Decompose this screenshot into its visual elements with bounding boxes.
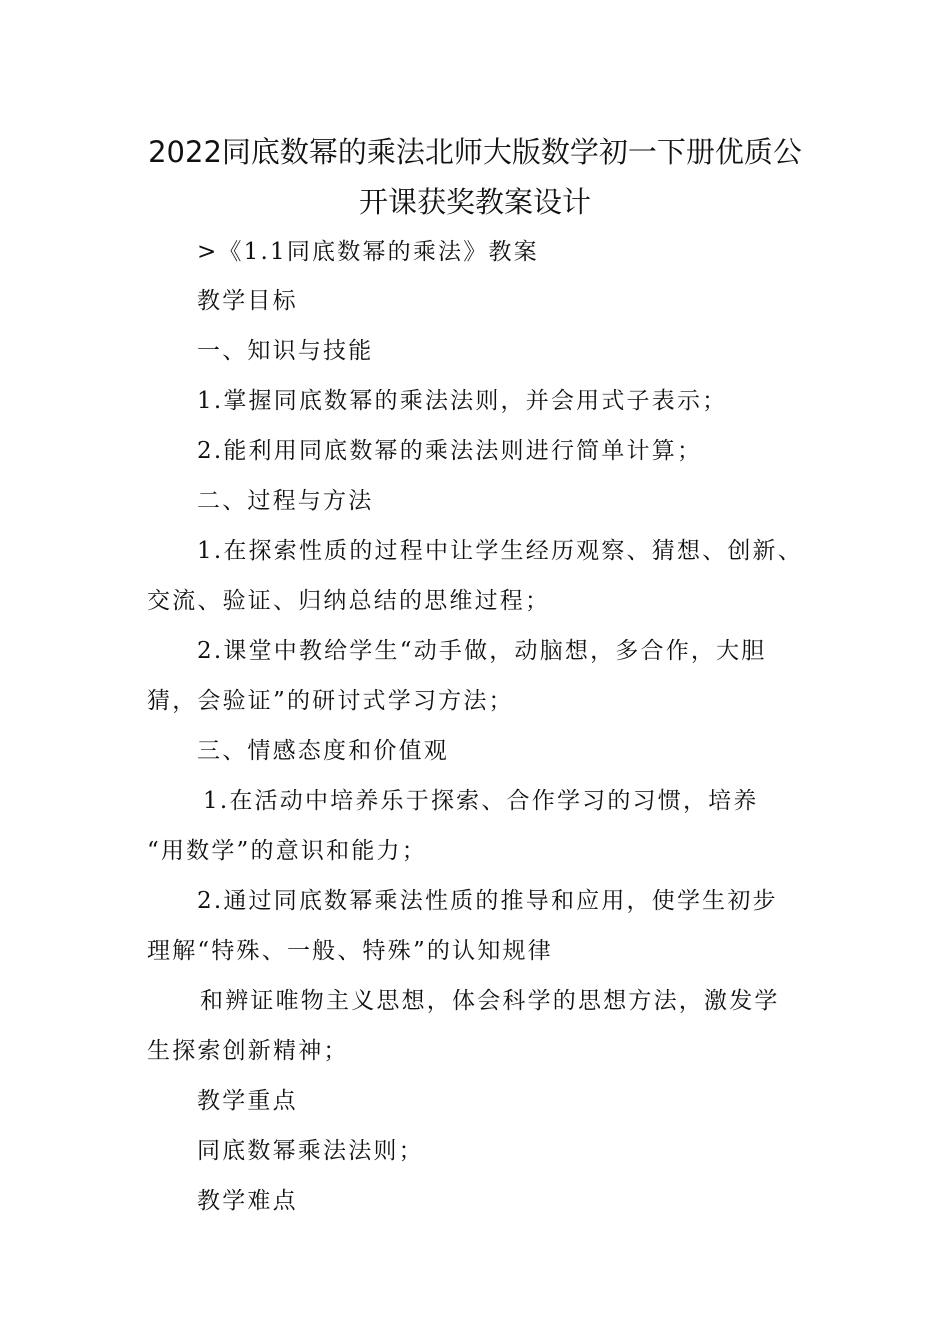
paragraph-line: 2.通过同底数幂乘法性质的推导和应用，使学生初步: [197, 888, 778, 914]
paragraph-line: 交流、验证、归纳总结的思维过程；: [147, 588, 551, 614]
paragraph-line: 理解“特殊、一般、特殊”的认知规律: [147, 938, 553, 964]
paragraph-line: 1.在活动中培养乐于探索、合作学习的习惯，培养: [203, 788, 759, 814]
paragraph-line: 生探索创新精神；: [147, 1038, 349, 1064]
paragraph-line: 2.能利用同底数幂的乘法法则进行简单计算；: [197, 438, 703, 464]
subsection-heading-process: 二、过程与方法: [197, 488, 374, 514]
paragraph-line: 1.掌握同底数幂的乘法法则，并会用式子表示；: [197, 388, 728, 414]
document-title-line-2: 开课获奖教案设计: [358, 185, 591, 219]
lesson-plan-heading: >《1.1同底数幂的乘法》教案: [197, 239, 539, 265]
section-heading-difficulties: 教学难点: [197, 1188, 298, 1214]
paragraph-line: 同底数幂乘法法则；: [197, 1138, 424, 1164]
subsection-heading-attitude: 三、情感态度和价值观: [197, 738, 449, 764]
paragraph-line: “用数学”的意识和能力；: [147, 838, 427, 864]
paragraph-line: 1.在探索性质的过程中让学生经历观察、猜想、创新、: [197, 538, 803, 564]
subsection-heading-knowledge: 一、知识与技能: [197, 338, 374, 364]
paragraph-line: 2.课堂中教给学生“动手做，动脑想，多合作，大胆: [197, 638, 767, 664]
document-title-line-1: 2022同底数幂的乘法北师大版数学初一下册优质公: [148, 135, 802, 169]
paragraph-line: 猜，会验证”的研讨式学习方法；: [147, 688, 514, 714]
paragraph-line: 和辨证唯物主义思想，体会科学的思想方法，激发学: [200, 988, 780, 1014]
section-heading-objectives: 教学目标: [197, 288, 298, 314]
section-heading-key-points: 教学重点: [197, 1088, 298, 1114]
